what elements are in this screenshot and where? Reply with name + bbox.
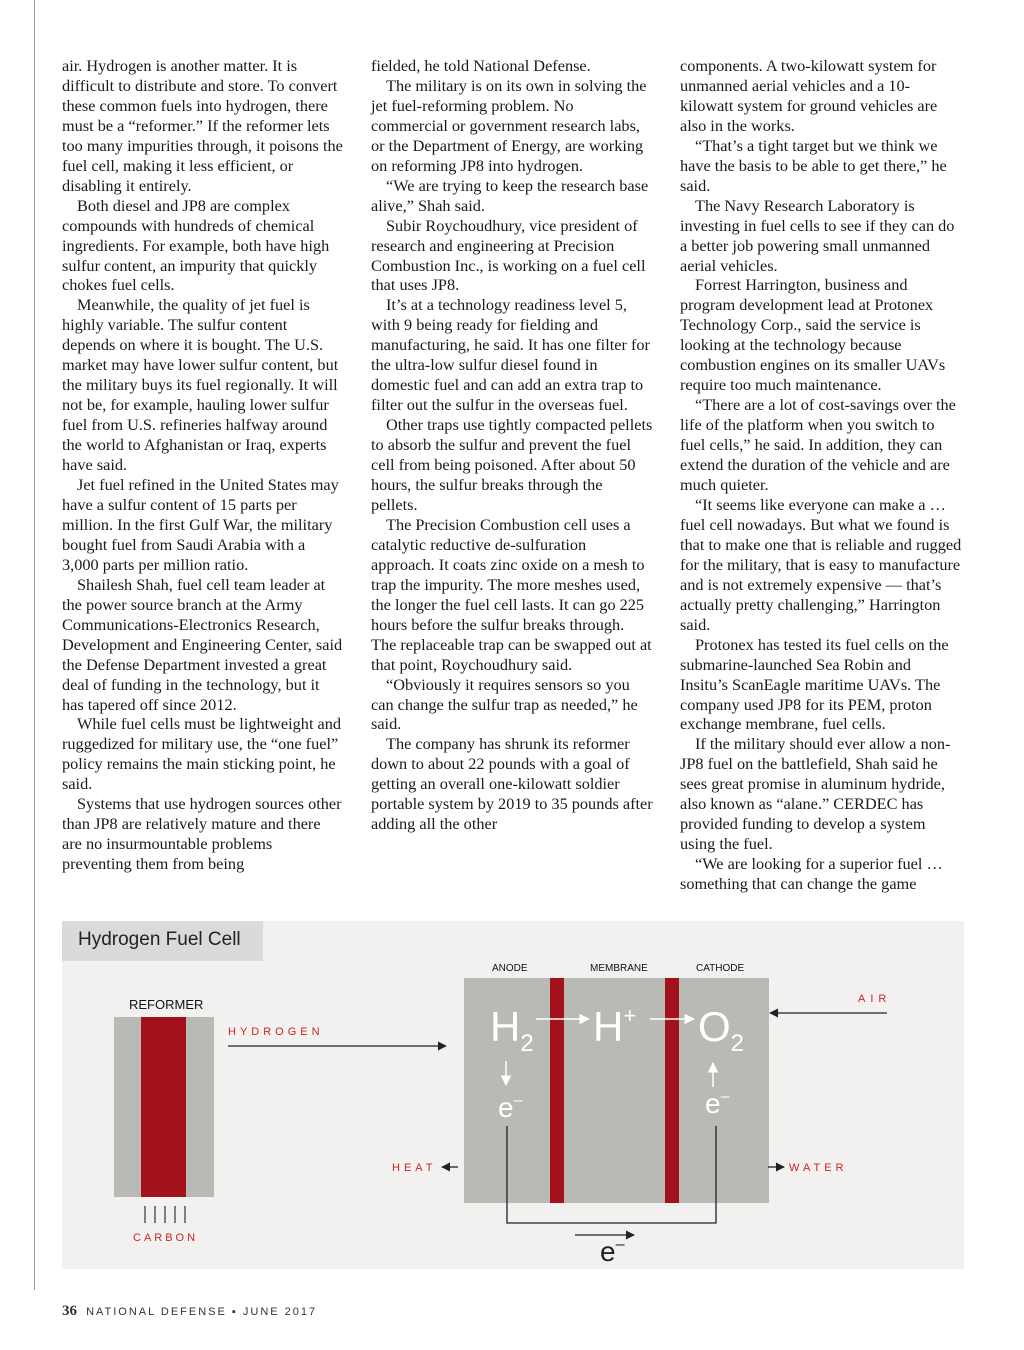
paragraph: “We are trying to keep the research base alive,” Shah said. [371,175,649,215]
publication-line: NATIONAL DEFENSE ▪ JUNE 2017 [86,1306,318,1318]
paragraph: air. Hydrogen is another matter. It is difficult to distribute and store. To convert these common fuels into hydrogen, there must be a “reformer.” If the reformer lets too many impurities through, it poisons the fuel cell, making it less efficient, or disabling it entirely. [62,56,343,195]
paragraph: “It seems like everyone can make a … fuel cell nowadays. But what we found is that to make one that is reliable and rugged for the military, that is easy to manufacture and is not extremely expensive — that’s actually pretty challenging,” Harrington said. [680,494,962,634]
anode-label: ANODE [492,963,528,974]
paragraph: The Precision Combustion cell uses a catalytic reductive de-sulfuration approach. It coats zinc oxide on a mesh to trap the impurity. The more meshes used, the longer the fuel cell lasts. It can go 225 hours before the sulfur breaks through. The replaceable trap can be swapped out at that point, Roychoudhury said. [371,514,652,674]
diagram-canvas [62,921,964,1269]
reformer-label: REFORMER [129,997,204,1012]
paragraph: Both diesel and JP8 are complex compounds with hundreds of chemical ingredients. For example, both have high sulfur content, an impurity that quickly chokes fuel cells. [62,195,330,295]
heat-label: HEAT [392,1162,437,1174]
air-label: AIR [858,993,892,1005]
anode-membrane-strip [550,978,564,1203]
paragraph: “We are looking for a superior fuel … something that can change the game [680,854,943,894]
cathode-label: CATHODE [696,963,745,974]
o2-symbol: $O_2$ [698,1003,745,1057]
h2-symbol: $H_2$ [490,1003,534,1057]
paragraph: “Obviously it requires sensors so you can change the sulfur trap as needed,” he said. [371,674,638,734]
circuit-electron-symbol: e– [600,1236,625,1267]
paragraph: components. A two-kilowatt system for unmanned aerial vehicles and a 10-kilowatt system for ground vehicles are also in the works. [680,56,938,135]
carbon-lines [145,1206,185,1223]
paragraph: The military is on its own in solving the jet fuel-reforming problem. No commercial or government research labs, or the Department of Energy, are working on reforming JP8 into hydrogen. [371,75,647,175]
paragraph: “There are a lot of cost-savings over the life of the platform when you switch to fuel cells,” he said. In addition, they can extend the duration of the vehicle and are much quieter. [680,395,956,495]
page-margin-rule [34,0,35,1290]
paragraph: Other traps use tightly compacted pellets to absorb the sulfur and prevent the fuel cell from being poisoned. After about 50 hours, the sulfur breaks through the pellets. [371,415,653,514]
carbon-label: CARBON [133,1232,199,1244]
cathode-electron-symbol: e– [705,1088,730,1119]
paragraph: “That’s a tight target but we think we have the basis to be able to get there,” he said. [680,135,947,195]
paragraph: It’s at a technology readiness level 5, with 9 being ready for fielding and manufacturing, he said. It has one filter for the ultra-low sulfur diesel found in domestic fuel and can add an extra trap to filter out the sulfur in the overseas fuel. [371,295,650,415]
column-1 [62,56,344,874]
paragraph: Forrest Harrington, business and program development lead at Protonex Technology Corp., said the service is looking at the technology because combustion engines on its smaller UAVs require too much maintenance. [680,275,946,395]
page-footer [62,1303,317,1320]
paragraph: Meanwhile, the quality of jet fuel is highly variable. The sulfur content depends on where it is bought. The U.S. market may have lower sulfur content, but the military buys its fuel regionally. It will not be, for example, hauling lower sulfur fuel from U.S. refineries halfway around the world to Afghanistan or Iraq, experts have said. [62,295,339,475]
paragraph: While fuel cells must be lightweight and ruggedized for military use, the “one fuel” policy remains the main sticking point, he said. [62,714,342,794]
article-body [62,56,962,896]
paragraph: The Navy Research Laboratory is investing in fuel cells to see if they can do a better job powering small unmanned aerial vehicles. [680,195,955,275]
fuel-cell-diagram [62,921,964,1269]
column-3 [680,56,962,894]
cathode-membrane-strip [665,978,679,1203]
membrane-label: MEMBRANE [590,963,648,974]
hydrogen-label: HYDROGEN [228,1026,324,1038]
paragraph: Protonex has tested its fuel cells on the submarine-launched Sea Robin and Insitu’s ScanEagle maritime UAVs. The company used JP8 for its PEM, proton exchange membrane, fuel cells. [680,634,949,734]
column-2 [371,56,653,834]
hplus-symbol: H+ [593,1003,637,1050]
paragraph: Jet fuel refined in the United States may have a sulfur content of 15 parts per million. In the first Gulf War, the military bought fuel from Saudi Arabia with a 3,000 parts per million ratio. [62,475,339,574]
paragraph: Systems that use hydrogen sources other than JP8 are relatively mature and there are no insurmountable problems preventing them from being [62,794,342,874]
paragraph: If the military should ever allow a non-JP8 fuel on the battlefield, Shah said he sees great promise in aluminum hydride, also known as “alane.” CERDEC has provided funding to develop a system using the fuel. [680,734,951,854]
reformer-core [141,1017,186,1197]
paragraph: Subir Roychoudhury, vice president of research and engineering at Precision Combustion Inc., is working on a fuel cell that uses JP8. [371,215,646,295]
paragraph: fielded, he told National Defense. [371,56,591,75]
paragraph: Shailesh Shah, fuel cell team leader at the power source branch at the Army Communications-Electronics Research, Development and Engineering Center, said the Defense Department invested a great deal of funding in the technology, but it has tapered off since 2012. [62,574,343,714]
anode-electron-symbol: e– [498,1092,523,1123]
water-label: WATER [789,1162,848,1174]
paragraph: The company has shrunk its reformer down to about 22 pounds with a goal of getting an overall one-kilowatt soldier portable system by 2019 to 35 pounds after adding all the other [371,734,653,834]
diagram-title: Hydrogen Fuel Cell [78,929,241,950]
page-number: 36 [62,1303,77,1319]
